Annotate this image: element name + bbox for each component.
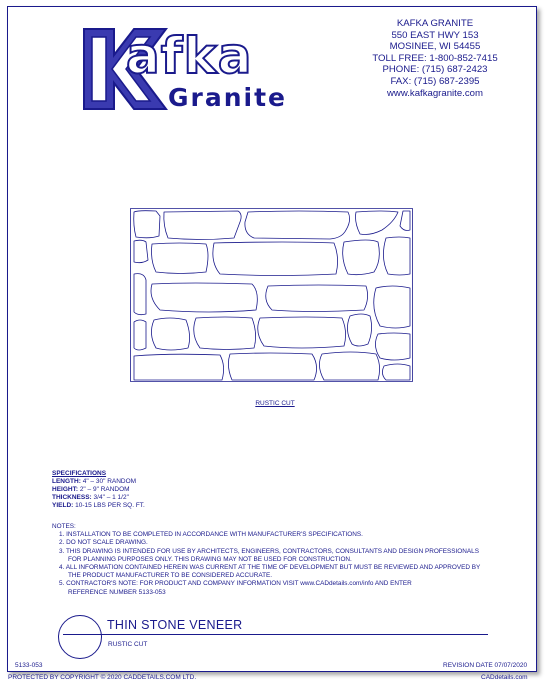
company-website[interactable]: www.kafkagranite.com — [387, 87, 483, 99]
specifications-title: SPECIFICATIONS — [52, 470, 107, 477]
spec-yield-value: 10-15 LBS PER SQ. FT. — [75, 502, 145, 510]
note-1: 1. INSTALLATION TO BE COMPLETED IN ACCORDANCE WITH MANUFACTURER'S SPECIFICATIONS. — [59, 531, 363, 539]
note-3-cont: FOR PLANNING PURPOSES ONLY. THIS DRAWING MAY NOT BE USED FOR CONSTRUCTION. — [68, 555, 352, 563]
drawing-subtitle: RUSTIC CUT — [108, 641, 148, 648]
spec-length-value: 4" – 30" RANDOM — [82, 478, 137, 486]
spec-thickness-value: 3/4" – 1 1/2" — [93, 494, 129, 502]
spec-height-value: 2" – 9" RANDOM — [79, 486, 130, 494]
drawing-title: THIN STONE VENEER — [107, 618, 243, 632]
notes — [52, 523, 492, 597]
logo-subtitle: Granite — [168, 83, 287, 112]
spec-thickness-label: THICKNESS: — [52, 494, 92, 502]
spec-length — [52, 478, 145, 486]
spec-height-label: HEIGHT: — [52, 486, 78, 494]
company-toll-free: TOLL FREE: 1-800-852-7415 — [372, 52, 498, 64]
note-4-cont: THE PRODUCT MANUFACTURER TO BE CONSIDERED ACCURATE. — [68, 572, 273, 580]
company-info — [355, 18, 515, 99]
copyright-notice: PROTECTED BY COPYRIGHT © 2020 CADDETAILS.COM LTD. — [8, 674, 197, 681]
title-circle-icon — [58, 615, 102, 659]
stone-veneer-pattern-icon — [130, 208, 413, 382]
kafka-logo — [78, 27, 288, 113]
specifications — [52, 470, 145, 510]
spec-height — [52, 486, 145, 494]
note-4: 4. ALL INFORMATION CONTAINED HEREIN WAS CURRENT AT THE TIME OF DEVELOPMENT BUT MUST BE REVIEWED AND APPROVED BY — [59, 564, 481, 572]
reference-number: 5133-053 — [15, 662, 43, 669]
company-name: KAFKA GRANITE — [396, 18, 474, 29]
drawing-caption: RUSTIC CUT — [255, 400, 295, 407]
stone-drawing — [130, 208, 413, 382]
spec-thickness — [52, 494, 145, 502]
spec-length-label: LENGTH: — [52, 478, 81, 486]
company-fax: FAX: (715) 687-2395 — [390, 75, 480, 87]
spec-yield — [52, 502, 145, 510]
title-divider — [63, 634, 488, 635]
spec-yield-label: YIELD: — [52, 502, 74, 510]
company-address-2: MOSINEE, WI 54455 — [389, 41, 481, 53]
note-5: 5. CONTRACTOR'S NOTE: FOR PRODUCT AND COMPANY INFORMATION VISIT www.CADdetails.com/info AND ENTER — [59, 580, 412, 588]
note-5-cont: REFERENCE NUMBER 5133-053 — [68, 588, 166, 596]
notes-title: NOTES: — [52, 523, 76, 530]
footer-brand[interactable]: CADdetails.com — [481, 674, 528, 681]
logo-wordmark: afka — [126, 27, 253, 85]
note-3: 3. THIS DRAWING IS INTENDED FOR USE BY ARCHITECTS, ENGINEERS, CONTRACTORS, CONSULTANTS AND DESIGN PROFESSIONALS — [59, 547, 479, 555]
revision-date: REVISION DATE 07/07/2020 — [443, 662, 528, 669]
company-phone: PHONE: (715) 687-2423 — [382, 64, 488, 76]
company-address-1: 550 EAST HWY 153 — [391, 29, 479, 41]
note-2: 2. DO NOT SCALE DRAWING. — [59, 539, 148, 547]
